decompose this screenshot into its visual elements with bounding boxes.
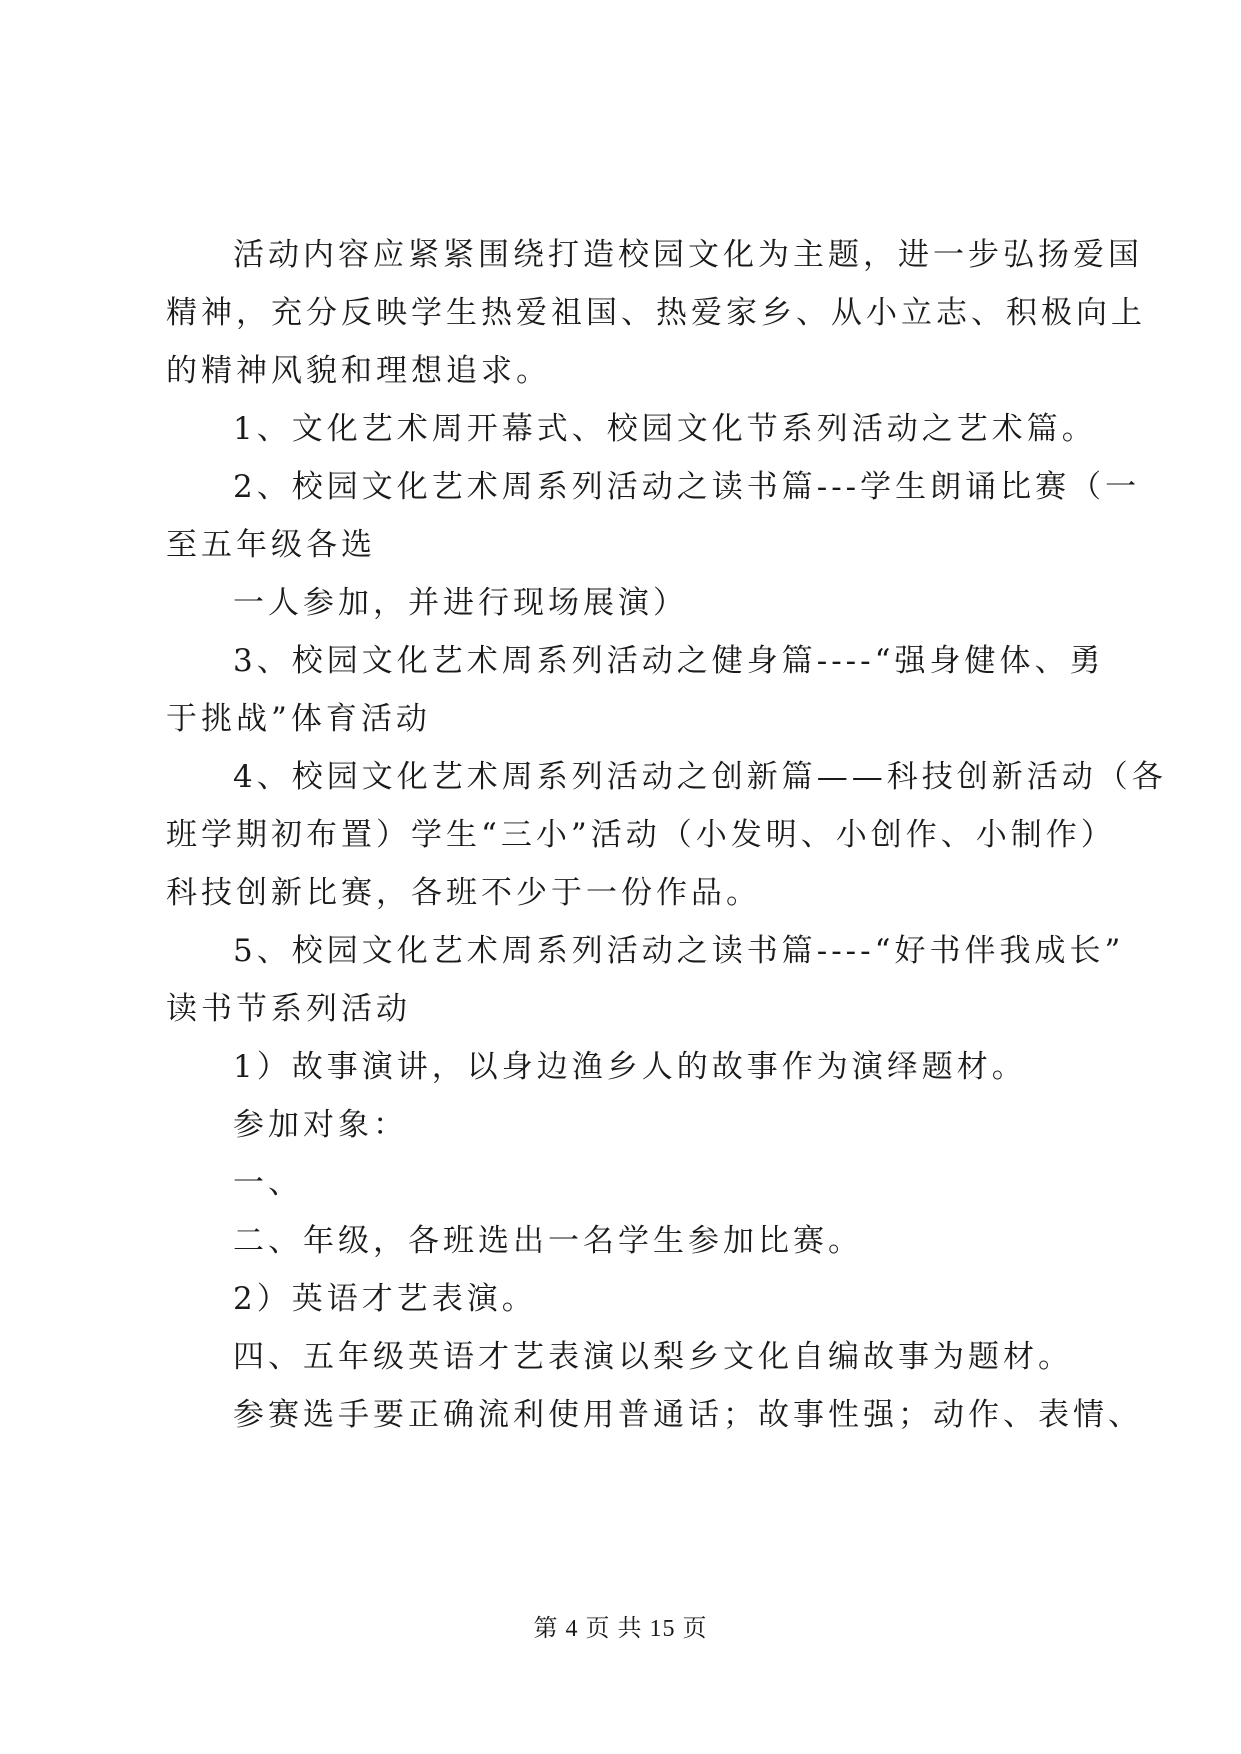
text-line: 一、 bbox=[233, 1165, 303, 1201]
text-line: 读书节系列活动 bbox=[166, 991, 411, 1027]
text-line: 于挑战”体育活动 bbox=[166, 701, 431, 737]
paragraph-grades-four-five bbox=[166, 1328, 1086, 1386]
paragraph-participants bbox=[166, 1096, 1086, 1154]
paragraph-item-3 bbox=[166, 632, 1105, 748]
text-line: 科技创新比赛，各班不少于一份作品。 bbox=[166, 875, 761, 911]
text-line: 二、年级，各班选出一名学生参加比赛。 bbox=[233, 1223, 863, 1259]
paragraph-item-5 bbox=[166, 922, 1125, 1038]
page-number-footer: 第 4 页 共 15 页 bbox=[533, 1616, 708, 1642]
paragraph-sub-1 bbox=[166, 1038, 1086, 1096]
text-line: 2）英语才艺表演。 bbox=[233, 1281, 537, 1317]
text-line: 3、校园文化艺术周系列活动之健身篇----“强身健体、勇 bbox=[233, 643, 1105, 679]
text-line: 班学期初布置）学生“三小”活动（小发明、小创作、小制作） bbox=[166, 817, 1116, 853]
text-line: 参赛选手要正确流利使用普通话；故事性强；动作、表情、 bbox=[233, 1397, 1143, 1433]
text-line: 1、文化艺术周开幕式、校园文化节系列活动之艺术篇。 bbox=[233, 411, 1097, 447]
paragraph-grade-one bbox=[166, 1154, 1086, 1212]
text-line: 四、五年级英语才艺表演以梨乡文化自编故事为题材。 bbox=[233, 1339, 1073, 1375]
text-line: 至五年级各选 bbox=[166, 527, 376, 563]
paragraph-sub-2 bbox=[166, 1270, 1086, 1328]
paragraph-item-2 bbox=[166, 458, 1141, 574]
text-line: 精神，充分反映学生热爱祖国、热爱家乡、从小立志、积极向上 bbox=[166, 295, 1146, 331]
paragraph-theme bbox=[166, 226, 1146, 400]
document-body bbox=[166, 226, 1167, 1444]
text-line: 2、校园文化艺术周系列活动之读书篇---学生朗诵比赛（一 bbox=[233, 469, 1141, 505]
paragraph-requirements bbox=[166, 1386, 1143, 1444]
text-line: 活动内容应紧紧围绕打造校园文化为主题，进一步弘扬爱国 bbox=[233, 237, 1143, 273]
paragraph-item-1 bbox=[166, 400, 1097, 458]
text-line: 参加对象： bbox=[233, 1107, 408, 1143]
text-line: 4、校园文化艺术周系列活动之创新篇——科技创新活动（各 bbox=[233, 759, 1167, 795]
paragraph-item-2-cont bbox=[166, 574, 1086, 632]
paragraph-grade-two bbox=[166, 1212, 1086, 1270]
text-line: 一人参加，并进行现场展演） bbox=[233, 585, 688, 621]
text-line: 1）故事演讲，以身边渔乡人的故事作为演绎题材。 bbox=[233, 1049, 1027, 1085]
text-line: 5、校园文化艺术周系列活动之读书篇----“好书伴我成长” bbox=[233, 933, 1125, 969]
text-line: 的精神风貌和理想追求。 bbox=[166, 353, 551, 389]
paragraph-item-4 bbox=[166, 748, 1167, 922]
